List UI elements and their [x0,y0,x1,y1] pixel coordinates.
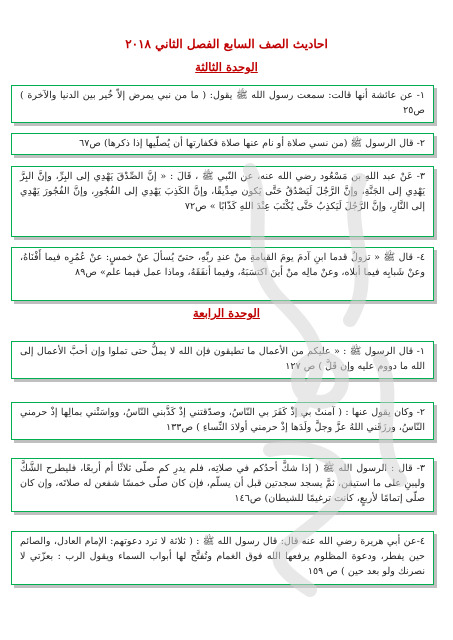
hadith-box-5 [11,341,434,379]
hadith-text: ٤-عن أبي هريرة رضي الله عنه قال: قال رسول الله ﷺ : ( ثلاثة لا ترد دعوتهم: الإمام العادل، والصائم حين يفطر، ودعوة المظلوم يرفعها الله فوق الغمام وتُفتَّح لها أبواب السماء ويقول الرب : بعزّتي لا نصرنك ولو بعد حين ) ص ١٥٩ [20,536,425,577]
hadith-box-2 [11,133,434,155]
page-title: احاديث الصف السابع الفصل الثاني ٢٠١٨ [125,37,328,51]
hadith-box-3 [11,166,434,237]
hadith-text: ٣- قال : الرسول الله ﷺ ( إذا شكَّ أحدُكم في صلاتِه، فلم يدرِ كم صلّى ثلاثًا أم أربعًا، فليطرح الشَّكَّ وليبنِ على ما استيقن، ثمَّ يسجد سجدتين قبل أن يسلّم، فإن كان صلّى خمسًا شفعن له صلاتَه، وإن كان صلّى إتمامًا لأربعٍ، كانت ترغيمًا للشيطان) ص١٤٦ [20,463,425,504]
hadith-text: ٢- وكان يقول عنها : ( آمنتْ بي إذْ كَفَرَ بي النّاسُ، وصدّقتني إذْ كَذَّبني النّاسُ، وواسَتْني بمالِها إذْ حرمني النّاسُ، ورزَقَني اللهُ عزَّ وجلَّ ولَدَها إذْ حرمني أولادَ النِّساءِ ) ص١٣٣ [20,407,425,433]
hadith-text: ٣- عَنْ عبد اللهِ بن مَسْعُود رضي الله عنه، عن النّبي ﷺ ، قَالَ : « إنَّ الصِّدْقَ يَهْدِي إلى البِرِّ، وإنَّ البِرَّ يَهْدِي إلى الجَنَّةِ، وإنَّ الرَّجُلَ لَيَصْدُقُ حَتَّى يَكون صِدِّيقًا، وإنَّ الكَذِبَ يَهْدِي إلى الفُجُورِ، وإنَّ الفُجُورَ يَهْدِي إلى النَّارِ، وإنَّ الرَّجُلَ لَيَكذِبُ حَتَّى يُكْتَبَ عِنْدَ اللهِ كَذّابًا » ص٧٢ [20,171,425,212]
hadith-box-7 [11,458,434,512]
unit-three-heading: الوحدة الثالثة [195,60,258,74]
hadith-text: ٤- قال ﷺ « تزولُ قدما ابنِ آدمَ يومَ القيامةِ منْ عندِ ربِّهِ، حتىّ يُسألَ عنْ خمسٍ: عنْ عُمُرِه فيما أَفْنَاهُ، وعنْ شَبابِه فيما أبلاه، وعنْ مالِه منْ أينَ اكتسَبَهُ، وفيما أنفَقَهُ، وماذا عمل فيما علم» ص٨٩ [20,252,425,278]
hadith-text: ١- عن عائشة أنها قالت: سمعت رسول الله ﷺ يقول: ( ما من نبي يمرض إلاّ خُير بين الدنيا والآخرة ) ص٢٥ [20,90,425,116]
hadith-box-8 [11,531,434,585]
hadith-text: ١- قال الرسول ﷺ : « عليكم من الأعمال ما تطيقون فإن الله لا يملُّ حتى تملوا وإن أحبَّ الأعمال إلى الله ما دووم عليه وإن قَلَّ ) ص ١٢٧ [20,346,425,372]
hadith-box-6 [11,402,434,440]
hadith-text: ٢- قال الرسول ﷺ (من نسي صلاة أو نام عنها صلاة فكفارتها أن يُصلّيها إذا ذكرها) ص٦٧ [79,138,425,149]
hadith-box-1 [11,85,434,123]
hadith-box-4 [11,247,434,301]
unit-four-heading: الوحدة الرابعة [193,306,260,320]
